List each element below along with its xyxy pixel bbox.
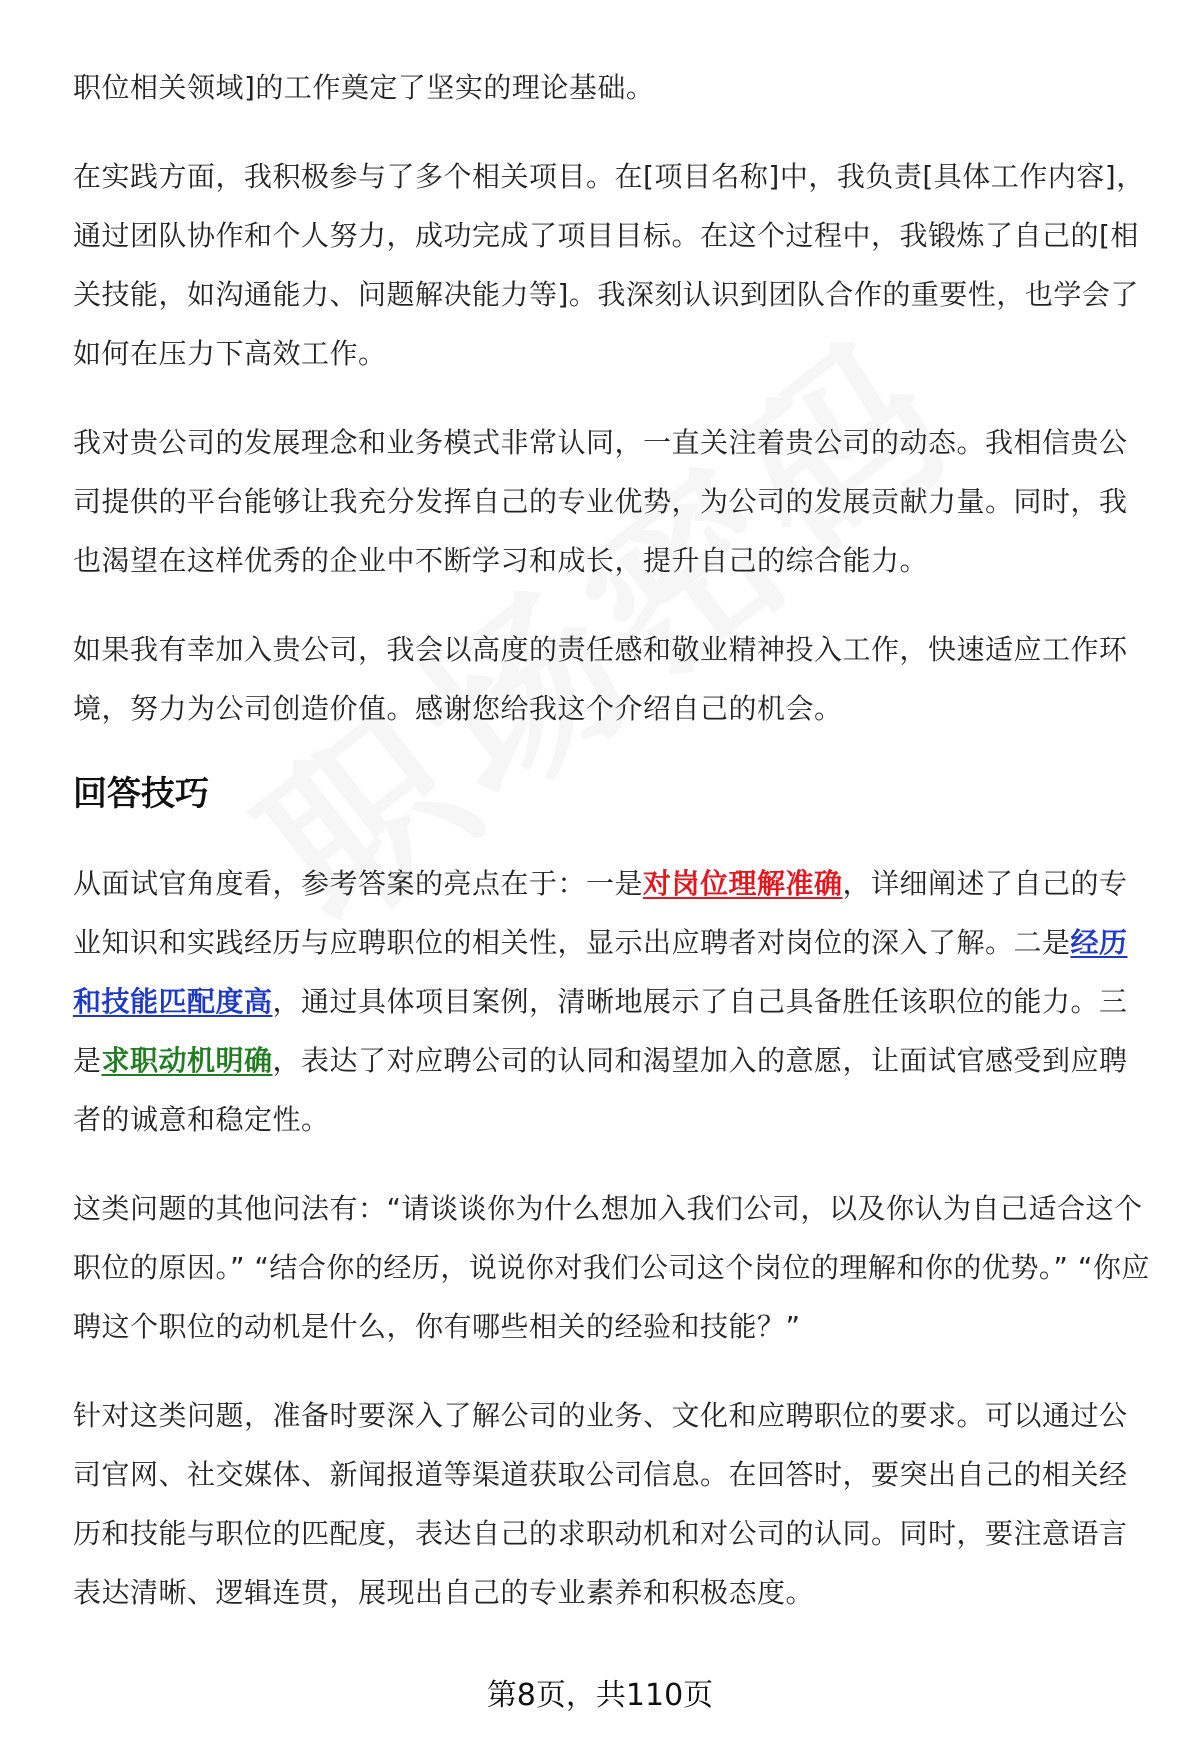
tips-intro-text-4: ，表达了对应聘公司的认同和渴望加入的意愿，让面试官感受到应聘者的诚意和稳定性。	[73, 1044, 1128, 1136]
paragraph-company-recognition: 我对贵公司的发展理念和业务模式非常认同，一直关注着贵公司的动态。我相信贵公司提供的平台能够让我充分发挥自己的专业优势，为公司的发展贡献力量。同时，我也渴望在这样优秀的企业中不断学习和成长，提升自己的综合能力。	[73, 426, 1128, 577]
section-heading-answer-tips: 回答技巧	[73, 774, 209, 814]
highlight-accurate-understanding: 对岗位理解准确	[643, 867, 843, 900]
document-body	[73, 58, 1153, 1652]
paragraph-closing: 如果我有幸加入贵公司，我会以高度的责任感和敬业精神投入工作，快速适应工作环境，努力为公司创造价值。感谢您给我这个介绍自己的机会。	[73, 633, 1128, 725]
tips-intro-text-3: ，通过具体项目案例，清晰地展示了自己具备胜任该职位的能力。三是	[73, 985, 1128, 1077]
paragraph-tips-intro	[73, 854, 1153, 1149]
paragraph-practice: 在实践方面，我积极参与了多个相关项目。在[项目名称]中，我负责[具体工作内容]，通过团队协作和个人努力，成功完成了项目目标。在这个过程中，我锻炼了自己的[相关技能，如沟通能力、问题解决能力等]。我深刻认识到团队合作的重要性，也学会了如何在压力下高效工作。	[73, 160, 1145, 370]
page-number-footer: 第8页，共110页	[486, 1678, 714, 1713]
tips-intro-text-2: ，详细阐述了自己的专业知识和实践经历与应聘职位的相关性，显示出应聘者对岗位的深入了解。二是	[73, 867, 1128, 959]
paragraph-education-end: 职位相关领域]的工作奠定了坚实的理论基础。	[73, 71, 655, 104]
highlight-skills-match: 经历和技能匹配度高	[73, 926, 1128, 1018]
paragraph-preparation-advice: 针对这类问题，准备时要深入了解公司的业务、文化和应聘职位的要求。可以通过公司官网、社交媒体、新闻报道等渠道获取公司信息。在回答时，要突出自己的相关经历和技能与职位的匹配度，表达自己的求职动机和对公司的认同。同时，要注意语言表达清晰、逻辑连贯，展现出自己的专业素养和积极态度。	[73, 1399, 1128, 1609]
highlight-clear-motivation: 求职动机明确	[101, 1044, 273, 1077]
tips-intro-text-1: 从面试官角度看，参考答案的亮点在于：一是	[73, 867, 644, 900]
paragraph-other-questions: 这类问题的其他问法有：“请谈谈你为什么想加入我们公司，以及你认为自己适合这个职位的原因。” “结合你的经历，说说你对我们公司这个岗位的理解和你的优势。” “你应聘这个职位的动机是什么，你有哪些相关的经验和技能？”	[73, 1192, 1150, 1343]
